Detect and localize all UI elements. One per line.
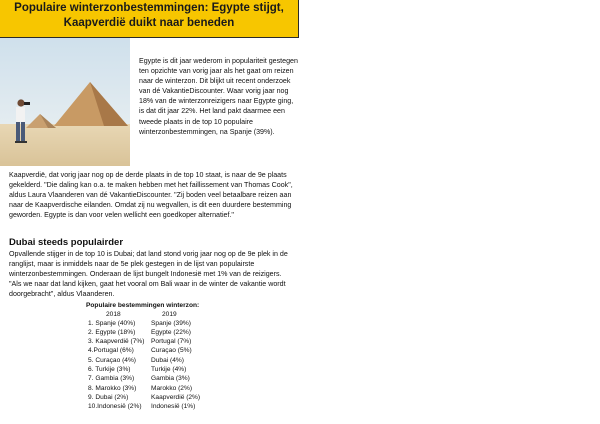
list-item-2019: Spanje (39%) (151, 319, 191, 327)
list-item-2018: 2. Egypte (18%) (88, 328, 136, 336)
paragraph-kaapverdie: Kaapverdië, dat vorig jaar nog op de derde plaats in de top 10 staat, is naar de 9e plaats gekelderd. "Die daling kan o.a. te maken hebben met het faillissement van Thomas Cook", aldus Laura Vlaanderen van dé VakantieDiscounter. "Zij boden veel betaalbare reizen aan naar de Kaapverdische eilanden. Omdat zij nu wegvallen, is dit een duurdere bestemming geworden. Egypte is dan voor velen wellicht een goedkoper alternatief." (9, 171, 293, 220)
list-title: Populaire bestemmingen winterzon: (86, 302, 200, 309)
list-item-2018: 4.Portugal (6%) (88, 347, 134, 355)
list-item-2018: 6. Turkije (3%) (88, 366, 131, 374)
list-item-2018: 10.Indonesië (2%) (88, 403, 142, 411)
pyramids-photo-illustration (0, 38, 130, 166)
article-header (0, 0, 299, 38)
list-2019-column (151, 320, 200, 413)
intro-paragraph: Egypte is dit jaar wederom in populariteit gestegen ten opzichte van vorig jaar als het gaat om reizen naar de winterzon. Dit blijkt uit recent onderzoek van dé VakantieDiscounter. Waar vorig jaar nog 18% van de winterzonreizigers naar Egypte ging, is dat dit jaar 22%. Het land pakt daarmee een tweede plaats in de top 10 populaire winterzonbestemmingen, na Spanje (39%). (139, 57, 298, 136)
list-item-2019: Kaapverdië (2%) (151, 393, 201, 401)
list-item-2019: Portugal (7%) (151, 338, 192, 346)
list-item-2018: 8. Marokko (3%) (88, 384, 137, 392)
list-item-2019: Dubai (4%) (151, 356, 184, 364)
list-item-2018: 5. Curaçao (4%) (88, 356, 137, 364)
list-item-2018: 3. Kaapverdië (7%) (88, 338, 145, 346)
article-title-line-2: Kaapverdië duikt naar beneden (63, 16, 235, 29)
list-item-2019: Marokko (2%) (151, 384, 193, 392)
article-title-line-1: Populaire winterzonbestemmingen: Egypte stijgt, (14, 2, 284, 14)
destinations-list (86, 302, 226, 411)
subheading-dubai: Dubai steeds populairder (9, 237, 124, 248)
paragraph-dubai: Opvallende stijger in de top 10 is Dubai; dat land stond vorig jaar nog op de 9e plek in de ranglijst, maar is inmiddels naar de 5e plek gestegen in de lijst van populairste winterzonbestemmingen. Onderaan de lijst bungelt Indonesië met 1% van de reizigers. "Als we naar dat land kijken, gaat het vooral om Bali waar in de winter de vakantie wordt doorgebracht", aldus Vlaanderen. (9, 250, 288, 299)
year-2018-label: 2018 (106, 310, 121, 318)
list-2018-column (88, 320, 144, 413)
list-item-2018: 1. Spanje (40%) (88, 319, 136, 327)
list-item-2019: Egypte (22%) (151, 328, 191, 336)
list-item-2018: 7. Gambia (3%) (88, 375, 135, 383)
list-item-2019: Indonesië (1%) (151, 403, 196, 411)
pyramids-photo (0, 38, 130, 166)
list-item-2019: Turkije (4%) (151, 366, 187, 374)
list-item-2019: Gambia (3%) (151, 375, 190, 383)
list-item-2019: Curaçao (5%) (151, 347, 192, 355)
list-item-2018: 9. Dubai (2%) (88, 393, 129, 401)
list-years (86, 311, 226, 320)
year-2019-label: 2019 (162, 310, 177, 318)
